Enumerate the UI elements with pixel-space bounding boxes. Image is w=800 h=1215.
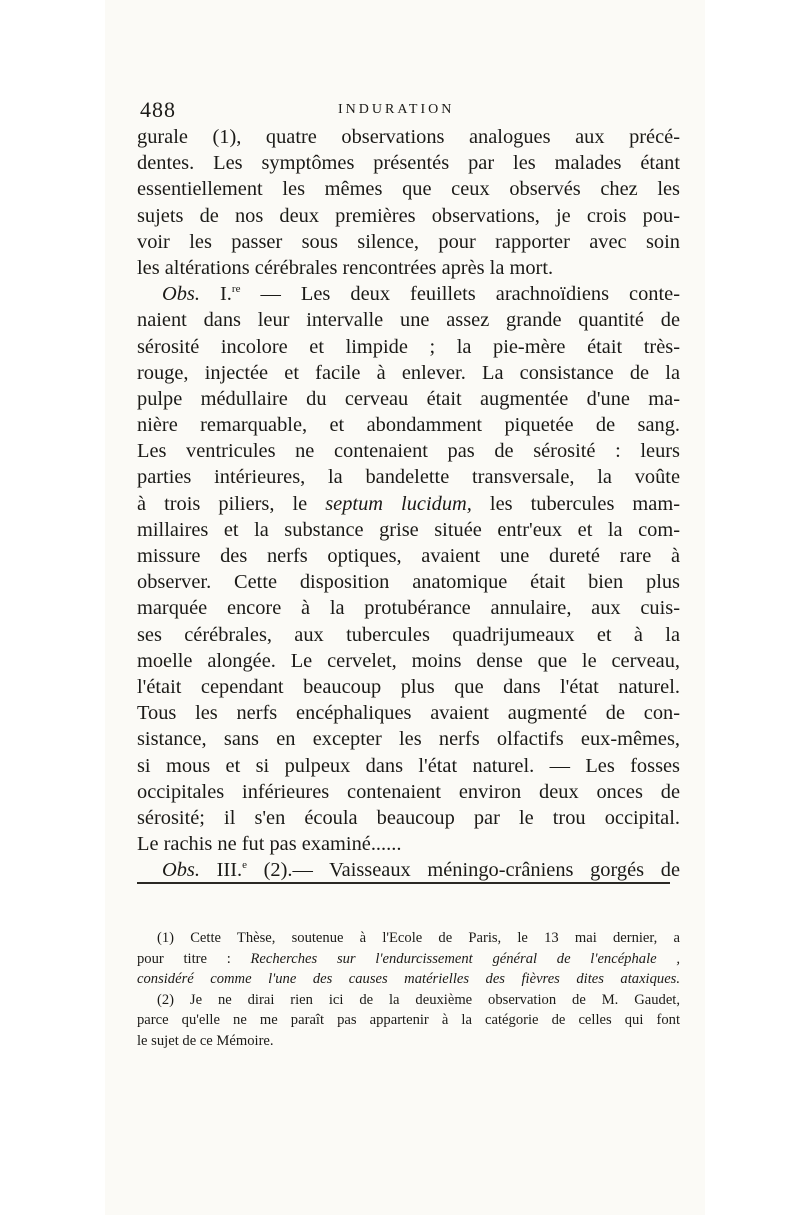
- text-line: nière remarquable, et abondamment piquetée de sang.: [137, 414, 680, 437]
- footnote-line: (2) Je ne dirai rien ici de la deuxième observation de M. Gaudet,: [157, 991, 680, 1008]
- main-text: [137, 124, 680, 883]
- running-title: INDURATION: [338, 102, 455, 117]
- text-line: les altérations cérébrales rencontrées après la mort.: [137, 256, 554, 279]
- text-line: missure des nerfs optiques, avaient une dureté rare à: [137, 545, 680, 567]
- text-line: Tous les nerfs encéphaliques avaient augmenté de con-: [137, 702, 680, 725]
- footnote-rule: [137, 882, 670, 884]
- text-line: parties intérieures, la bandelette transversale, la voûte: [137, 466, 680, 489]
- text-line: dentes. Les symptômes présentés par les malades étant: [137, 152, 680, 175]
- page-header: [140, 97, 680, 127]
- observation-heading-line: Obs. III.$^e$ (2).— Vaisseaux méningo-crâniens gorgés de: [162, 859, 680, 882]
- text-line: occipitales inférieures contenaient environ deux onces de: [137, 780, 680, 803]
- page-number: 488: [140, 97, 176, 122]
- text-line: sistance, sans en excepter les nerfs olfactifs eux-mêmes,: [137, 728, 680, 751]
- text-line: sujets de nos deux premières observations, je crois pou-: [137, 204, 680, 227]
- footnote-line: le sujet de ce Mémoire.: [137, 1032, 274, 1049]
- text-line: gurale (1), quatre observations analogues aux précé-: [137, 126, 680, 148]
- text-line: observer. Cette disposition anatomique était bien plus: [137, 571, 680, 594]
- text-line: naient dans leur intervalle une assez grande quantité de: [137, 309, 680, 332]
- text-line: voir les passer sous silence, pour rapporter avec soin: [137, 230, 680, 253]
- observation-heading-line: Obs. I.$^{re}$ — Les deux feuillets arachnoïdiens conte-: [162, 283, 680, 306]
- text-line: pulpe médullaire du cerveau était augmentée d'une ma-: [137, 387, 680, 410]
- text-line: Les ventricules ne contenaient pas de sérosité : leurs: [137, 440, 680, 463]
- text-line: moelle alongée. Le cervelet, moins dense que le cerveau,: [137, 649, 680, 672]
- text-line: sérosité incolore et limpide ; la pie-mère était très-: [137, 335, 680, 358]
- text-line: à trois piliers, le septum lucidum, les tubercules mam-: [137, 492, 680, 515]
- text-line: Le rachis ne fut pas examiné......: [137, 833, 402, 856]
- footnote-line: parce qu'elle ne me paraît pas appartenir à la catégorie de celles qui font: [137, 1012, 680, 1028]
- text-line: l'était cependant beaucoup plus que dans l'état naturel.: [137, 675, 680, 698]
- text-line: si mous et si pulpeux dans l'état naturel. — Les fosses: [137, 754, 680, 777]
- footnote-line: considéré comme l'une des causes matérielles des fièvres dites ataxiques.: [137, 971, 680, 987]
- footnote-line: pour titre : Recherches sur l'endurcissement général de l'encéphale ,: [137, 950, 680, 967]
- footnotes: [137, 928, 680, 1051]
- text-line: marquée encore à la protubérance annulaire, aux cuis-: [137, 597, 680, 620]
- text-line: millaires et la substance grise située entr'eux et la com-: [137, 518, 680, 541]
- footnote-line: (1) Cette Thèse, soutenue à l'Ecole de Paris, le 13 mai dernier, a: [157, 930, 680, 946]
- text-line: ses cérébrales, aux tubercules quadrijumeaux et à la: [137, 623, 680, 646]
- text-line: essentiellement les mêmes que ceux observés chez les: [137, 178, 680, 201]
- text-line: sérosité; il s'en écoula beaucoup par le trou occipital.: [137, 806, 680, 829]
- obs-label: Obs.: [162, 859, 200, 882]
- text-line: rouge, injectée et facile à enlever. La consistance de la: [137, 361, 680, 384]
- obs-label: Obs.: [162, 283, 200, 306]
